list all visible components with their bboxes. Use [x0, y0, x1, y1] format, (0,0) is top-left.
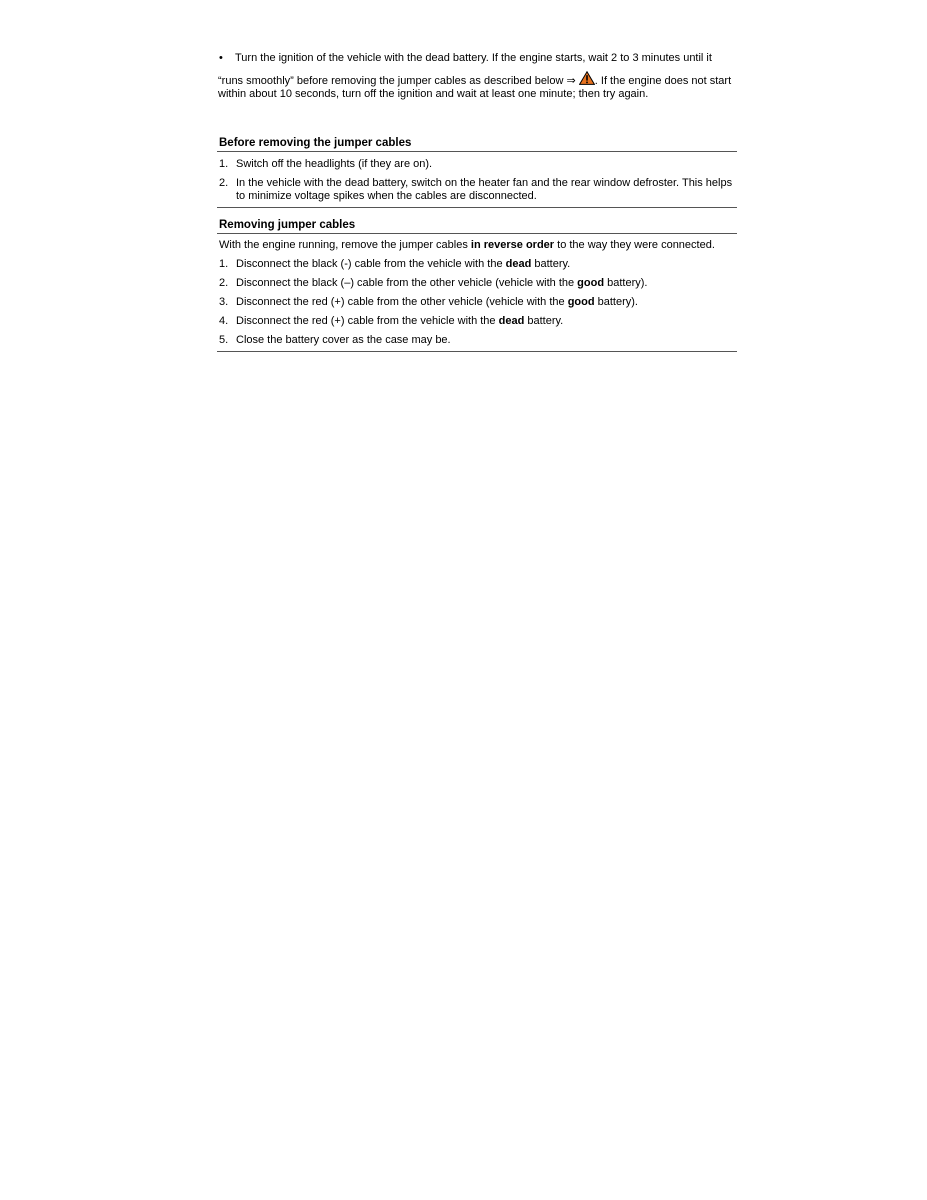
removing-cables-heading: Removing jumper cables [217, 219, 737, 234]
step-text: Disconnect the red (+) cable from the vehicle with the [236, 315, 499, 327]
step-text-bold: good [567, 296, 595, 308]
step-number: 1. [219, 158, 229, 170]
list-item [217, 177, 737, 203]
step-text-end: battery). [594, 296, 638, 308]
intro-text-bold: in reverse order [470, 239, 555, 251]
bullet-text-continuation [217, 71, 737, 101]
manual-page-content [217, 52, 737, 352]
list-item [217, 158, 737, 171]
step-text-bold: dead [505, 258, 532, 270]
before-removing-section [217, 137, 737, 208]
list-item [217, 315, 737, 328]
step-text: Close the battery cover as the case may be. [236, 334, 451, 346]
step-number: 3. [219, 296, 229, 308]
list-item [217, 334, 737, 347]
before-removing-heading: Before removing the jumper cables [217, 137, 737, 152]
list-item [217, 277, 737, 290]
step-text-bold: good [577, 277, 605, 289]
step-text: Disconnect the red (+) cable from the other vehicle (vehicle with the [236, 296, 568, 308]
start-engine-bullet [217, 52, 737, 101]
removing-cables-section [217, 219, 737, 352]
step-number: 5. [219, 334, 229, 346]
removing-steps [217, 258, 737, 347]
step-text: In the vehicle with the dead battery, switch on the heater fan and the rear window defroster. This helps to minimize voltage spikes when the cables are disconnected. [236, 177, 733, 202]
step-text: Switch off the headlights (if they are on). [236, 158, 433, 170]
bullet-text-after-icon: . If the engine does not start within about 10 seconds, turn off the ignition and wait at least one minute; then try again. [218, 75, 732, 100]
step-number: 4. [219, 315, 229, 327]
spacer [217, 208, 737, 219]
step-number: 2. [219, 177, 229, 189]
step-text-end: battery. [524, 315, 564, 327]
bullet-text-line-1: Turn the ignition of the vehicle with the dead battery. If the engine starts, wait 2 to 3 minutes until it [235, 52, 712, 64]
intro-text-start: With the engine running, remove the jumper cables [219, 239, 471, 251]
step-number: 1. [219, 258, 229, 270]
spacer [217, 101, 737, 137]
bullet-line-1 [217, 52, 737, 65]
step-number: 2. [219, 277, 229, 289]
step-text-end: battery. [531, 258, 571, 270]
intro-text-end: to the way they were connected. [554, 239, 715, 251]
bullet-dot: • [219, 52, 223, 64]
step-text: Disconnect the black (-) cable from the vehicle with the [236, 258, 506, 270]
bullet-text-before-icon: “runs smoothly” before removing the jumper cables as described below ⇒ [218, 75, 579, 87]
step-text-end: battery). [604, 277, 648, 289]
warning-triangle-icon [579, 71, 595, 85]
list-item [217, 296, 737, 309]
list-item [217, 258, 737, 271]
step-text: Disconnect the black (–) cable from the other vehicle (vehicle with the [236, 277, 578, 289]
step-text-bold: dead [498, 315, 525, 327]
before-removing-steps [217, 158, 737, 203]
removing-intro-text [217, 234, 737, 252]
